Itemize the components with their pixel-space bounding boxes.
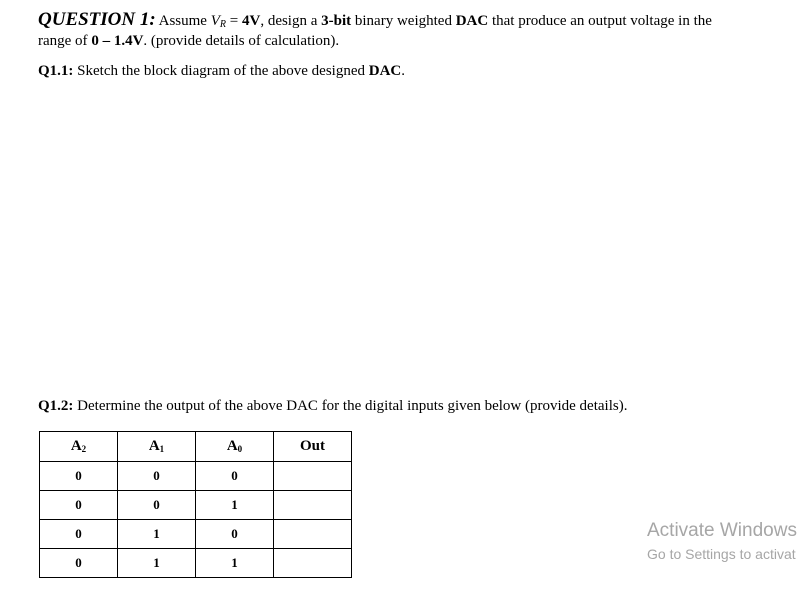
text: = (226, 13, 242, 29)
cell-a2: 0 (40, 549, 118, 578)
cell-a0: 1 (196, 491, 274, 520)
question-1-2 (38, 397, 627, 415)
table-header-row (40, 432, 352, 462)
text: Assume (155, 13, 211, 29)
cell-a2: 0 (40, 462, 118, 491)
table-row (40, 520, 352, 549)
output-range: 0 – 1.4V (91, 33, 144, 49)
cell-a0: 0 (196, 520, 274, 549)
text: . (provide details of calculation). (143, 33, 340, 49)
text: range of (38, 33, 92, 49)
text: . (401, 63, 405, 79)
cell-out[interactable] (274, 520, 352, 549)
header-a0: A0 (196, 432, 274, 462)
cell-a2: 0 (40, 520, 118, 549)
cell-a1: 1 (118, 520, 196, 549)
cell-out[interactable] (274, 462, 352, 491)
cell-out[interactable] (274, 491, 352, 520)
cell-a0: 1 (196, 549, 274, 578)
question-1-2-label: Q1.2: (38, 398, 74, 414)
header-a2: A2 (40, 432, 118, 462)
cell-a2: 0 (40, 491, 118, 520)
reference-voltage-subscript: R (219, 19, 226, 30)
cell-a1: 0 (118, 462, 196, 491)
text: binary weighted (351, 13, 456, 29)
cell-out[interactable] (274, 549, 352, 578)
activate-windows-title: Activate Windows (647, 520, 797, 541)
table-row (40, 491, 352, 520)
table-row (40, 462, 352, 491)
truth-table (39, 431, 352, 578)
cell-a0: 0 (196, 462, 274, 491)
question-1-line-1 (38, 11, 712, 30)
header-out: Out (274, 432, 352, 462)
question-1-1-label: Q1.1: (38, 63, 74, 79)
dac-term: DAC (368, 63, 402, 79)
question-1-1 (38, 62, 405, 80)
question-heading: QUESTION 1: (38, 9, 156, 30)
question-1-2-text: Determine the output of the above DAC for the digital inputs given below (provide details). (73, 398, 628, 414)
cell-a1: 1 (118, 549, 196, 578)
text: , design a (260, 13, 322, 29)
cell-a1: 0 (118, 491, 196, 520)
question-1-line-2 (38, 32, 339, 50)
header-a1: A1 (118, 432, 196, 462)
dac-term: DAC (455, 13, 489, 29)
reference-voltage-value: 4V (241, 13, 261, 29)
table-row (40, 549, 352, 578)
reference-voltage-symbol: V (210, 13, 220, 29)
activate-windows-subtitle: Go to Settings to activat (647, 546, 796, 562)
bit-count: 3-bit (321, 13, 352, 29)
question-1-1-text: Sketch the block diagram of the above designed (73, 63, 369, 79)
text: that produce an output voltage in the (488, 13, 712, 29)
